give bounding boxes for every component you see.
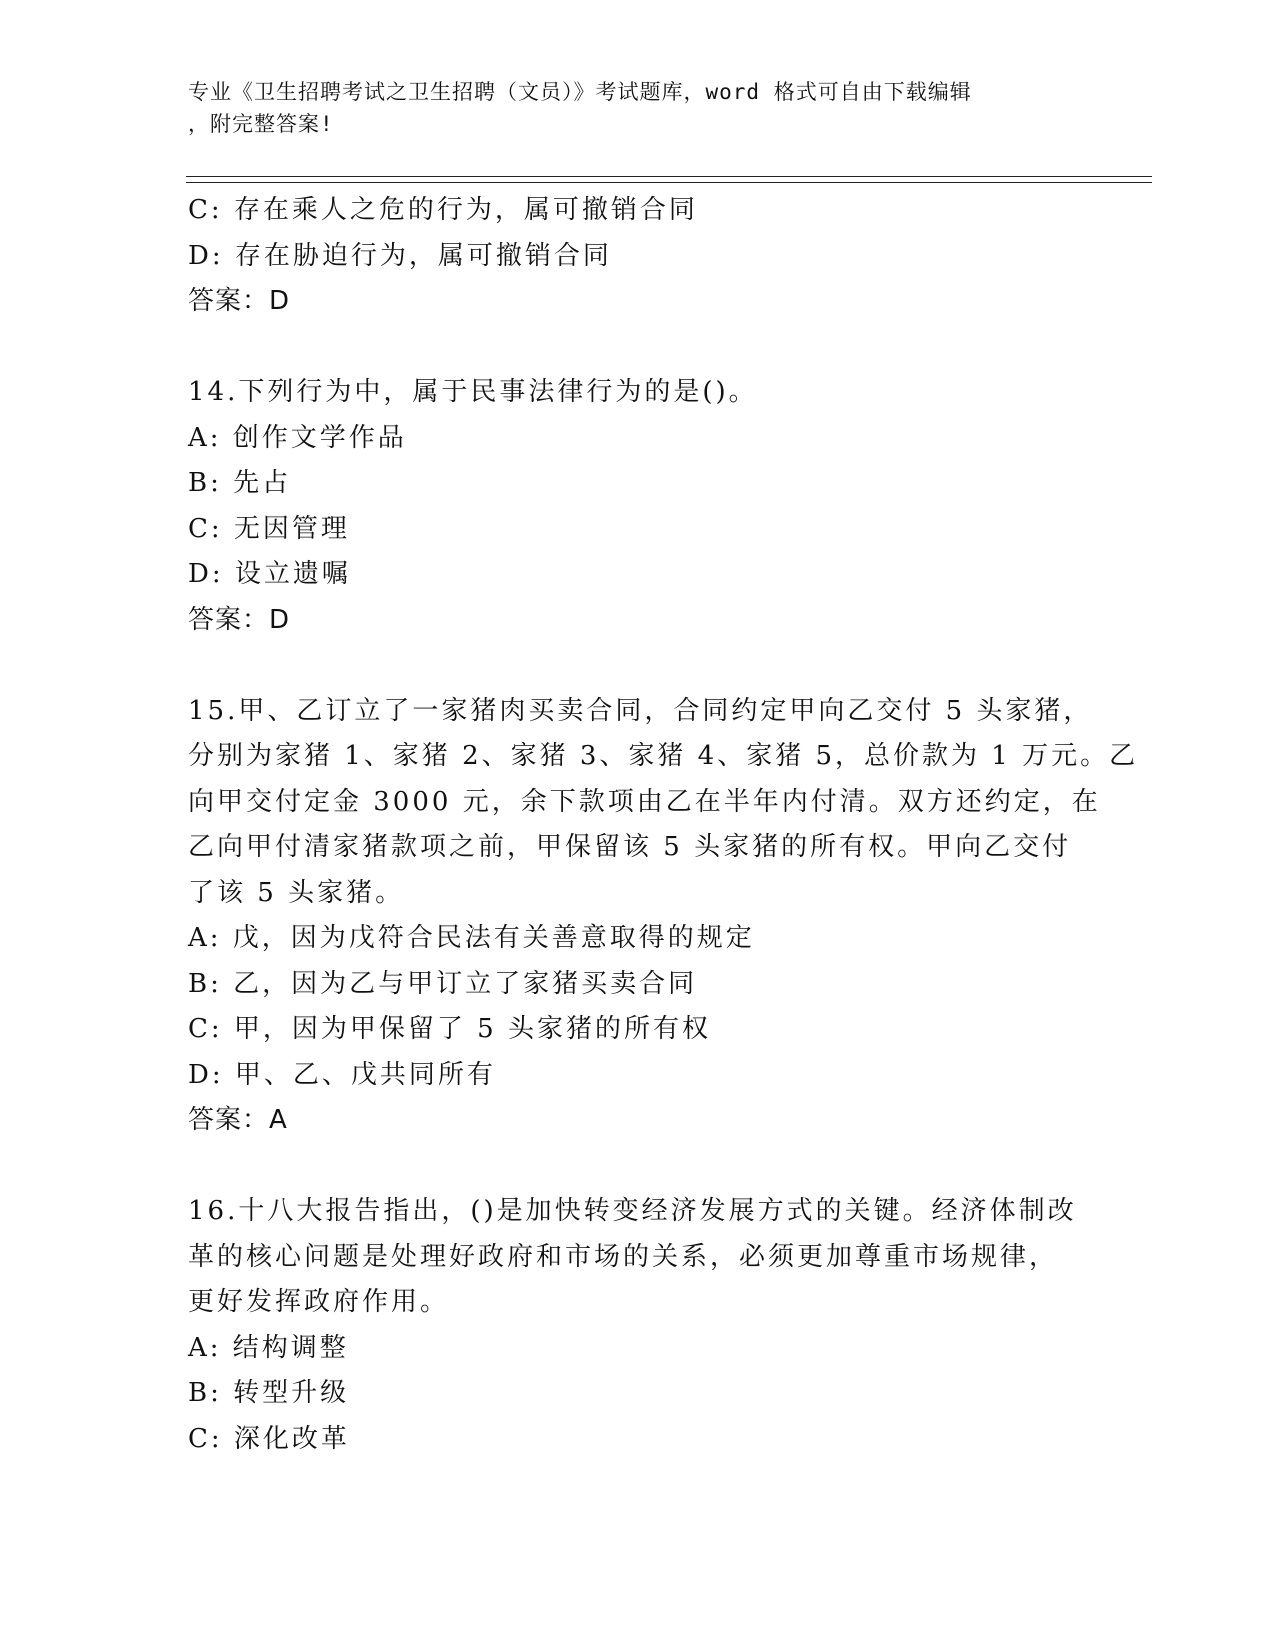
option-a: A: 创作文学作品 [188,422,407,453]
option-c: C: 无因管理 [188,513,350,544]
answer-label: 答案：D [188,286,291,316]
document-header [188,76,1068,140]
option-a: A: 戊，因为戊符合民法有关善意取得的规定 [188,923,755,953]
question-text-line: 分别为家猪 1、家猪 2、家猪 3、家猪 4、家猪 5，总价款为 1 万元。乙 [188,741,1139,771]
header-divider-bottom [186,182,1152,183]
question-text: 14.下列行为中，属于民事法律行为的是()。 [188,377,758,407]
question-16 [188,1189,1088,1462]
question-text-line: 了该 5 头家猪。 [188,877,405,908]
question-content [188,188,1139,1462]
question-text-line: 15.甲、乙订立了一家猪肉买卖合同，合同约定甲向乙交付 5 头家猪， [188,695,1093,726]
header-line-1: 专业《卫生招聘考试之卫生招聘（文员）》考试题库，word 格式可自由下载编辑 [188,80,972,104]
question-text-line: 乙向甲付清家猪款项之前，甲保留该 5 头家猪的所有权。甲向乙交付 [188,832,1072,862]
option-d: D: 存在胁迫行为，属可撤销合同 [188,240,612,271]
option-c: C: 深化改革 [188,1423,350,1454]
answer-label: 答案：A [188,1105,288,1135]
question-15 [188,689,1139,1144]
question-spacer [188,643,1088,689]
question-text-line: 革的核心问题是处理好政府和市场的关系，必须更加尊重市场规律， [188,1241,1059,1272]
option-b: B: 乙，因为乙与甲订立了家猪买卖合同 [188,968,698,999]
option-a: A: 结构调整 [188,1332,349,1363]
header-line-2: ，附完整答案! [188,112,334,136]
option-d: D: 甲、乙、戊共同所有 [188,1059,496,1090]
option-d: D: 设立遗嘱 [188,559,351,589]
option-b: B: 转型升级 [188,1378,350,1408]
question-text-line: 向甲交付定金 3000 元，余下款项由乙在半年内付清。双方还约定，在 [188,786,1101,817]
header-divider-top [186,176,1152,177]
question-spacer [188,1144,1088,1190]
question-13-tail [188,188,1088,325]
option-c: C: 存在乘人之危的行为，属可撤销合同 [188,195,698,225]
question-14 [188,370,1088,643]
option-c: C: 甲，因为甲保留了 5 头家猪的所有权 [188,1014,711,1044]
question-text-line: 16.十八大报告指出，()是加快转变经济发展方式的关键。经济体制改 [188,1196,1077,1226]
option-b: B: 先占 [188,468,292,498]
question-text-line: 更好发挥政府作用。 [188,1287,450,1317]
answer-label: 答案：D [188,604,291,635]
question-spacer [188,325,1088,371]
